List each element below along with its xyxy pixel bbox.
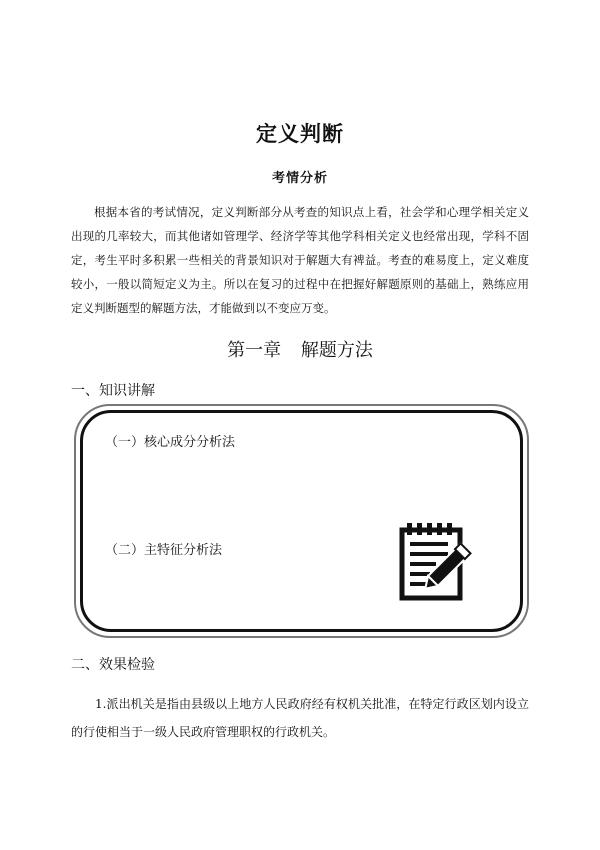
question-1: 1.派出机关是指由县级以上地方人民政府经有权机关批准，在特定行政区划内设立的行使相当于一级人民政府管理职权的行政机关。 — [71, 697, 529, 739]
intro-paragraph: 根据本省的考试情况，定义判断部分从考查的知识点上看，社会学和心理学相关定义出现的几率较大，而其他诸如管理学、经济学等其他学科相关定义也经常出现，学科不固定，考生平时多积累一些相关的背景知识对于解题大有裨益。考查的难易度上，定义难度较小，一般以简短定义为主。所以在复习的过程中在把握好解题原则的基础上，熟练应用定义判断题型的解题方法，才能做到以不变应万变。 — [71, 205, 529, 315]
part-two-heading: 二、效果检验 — [71, 657, 155, 673]
method-one-heading: （一）核心成分分析法 — [105, 435, 236, 450]
chapter-title: 第一章 解题方法 — [227, 340, 373, 361]
method-two-heading: （二）主特征分析法 — [105, 543, 223, 558]
part-one-heading: 一、知识讲解 — [71, 383, 155, 399]
section-heading: 考情分析 — [271, 171, 328, 186]
document-title: 定义判断 — [256, 122, 344, 146]
notepad-pencil-icon — [398, 520, 482, 602]
